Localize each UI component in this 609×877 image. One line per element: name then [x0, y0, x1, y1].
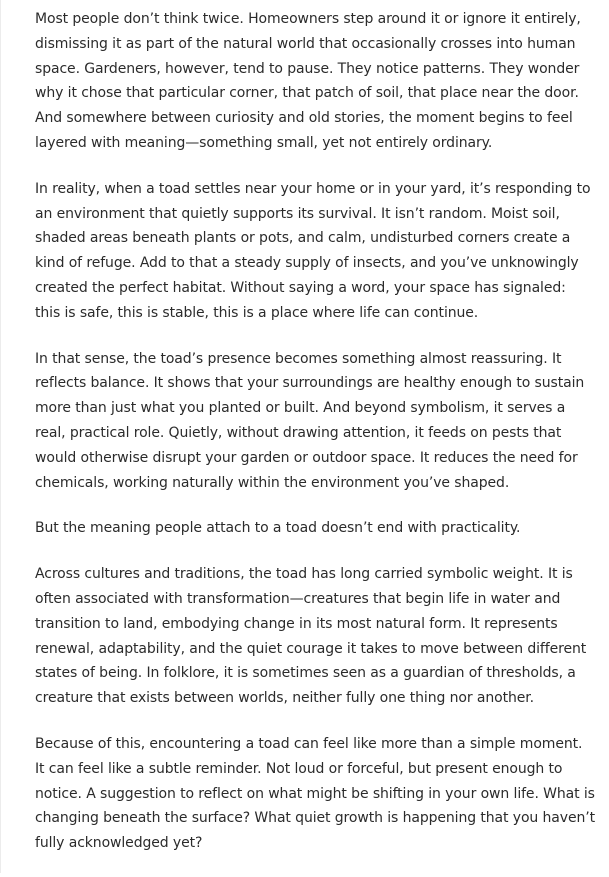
article-body — [35, 7, 595, 877]
paragraph-2: In reality, when a toad settles near your home or in your yard, it’s responding to an environment that quietly supports its survival. It isn’t random. Moist soil, shaded areas beneath plants or pots, and calm, undisturbed corners create a kind of refuge. Add to that a steady supply of insects, and you’ve unknowingly created the perfect habitat. Without saying a word, your space has signaled: this is safe, this is stable, this is a place where life can continue. — [35, 180, 591, 321]
paragraph-4: But the meaning people attach to a toad doesn’t end with practicality. — [35, 520, 521, 537]
paragraph-1: Most people don’t think twice. Homeowners step around it or ignore it entirely, dismissing it as part of the natural world that occasionally crosses into human space. Gardeners, however, tend to pause. They notice patterns. They wonder why it chose that particular corner, that patch of soil, that place near the door. And somewhere between curiosity and old stories, the moment begins to feel layered with meaning—something small, yet not entirely ordinary. — [35, 11, 581, 151]
paragraph-6: Because of this, encountering a toad can feel like more than a simple moment. It can feel like a subtle reminder. Not loud or forceful, but present enough to notice. A suggestion to reflect on what might be shifting in your own life. What is changing beneath the surface? What quiet growth is happening that you haven’t fully acknowledged yet? — [35, 735, 595, 852]
page-edge-divider — [0, 0, 1, 873]
paragraph-3: In that sense, the toad’s presence becomes something almost reassuring. It reflects balance. It shows that your surroundings are healthy enough to sustain more than just what you planted or built. And beyond symbolism, it serves a real, practical role. Quietly, without drawing attention, it feeds on pests that would otherwise disrupt your garden or outdoor space. It reduces the need for chemicals, working naturally within the environment you’ve shaped. — [35, 350, 585, 491]
paragraph-5: Across cultures and traditions, the toad has long carried symbolic weight. It is often associated with transformation—creatures that begin life in water and transition to land, embodying change in its most natural form. It represents renewal, adaptability, and the quiet courage it takes to move between different states of being. In folklore, it is sometimes seen as a guardian of thresholds, a creature that exists between worlds, neither fully one thing nor another. — [35, 566, 587, 707]
